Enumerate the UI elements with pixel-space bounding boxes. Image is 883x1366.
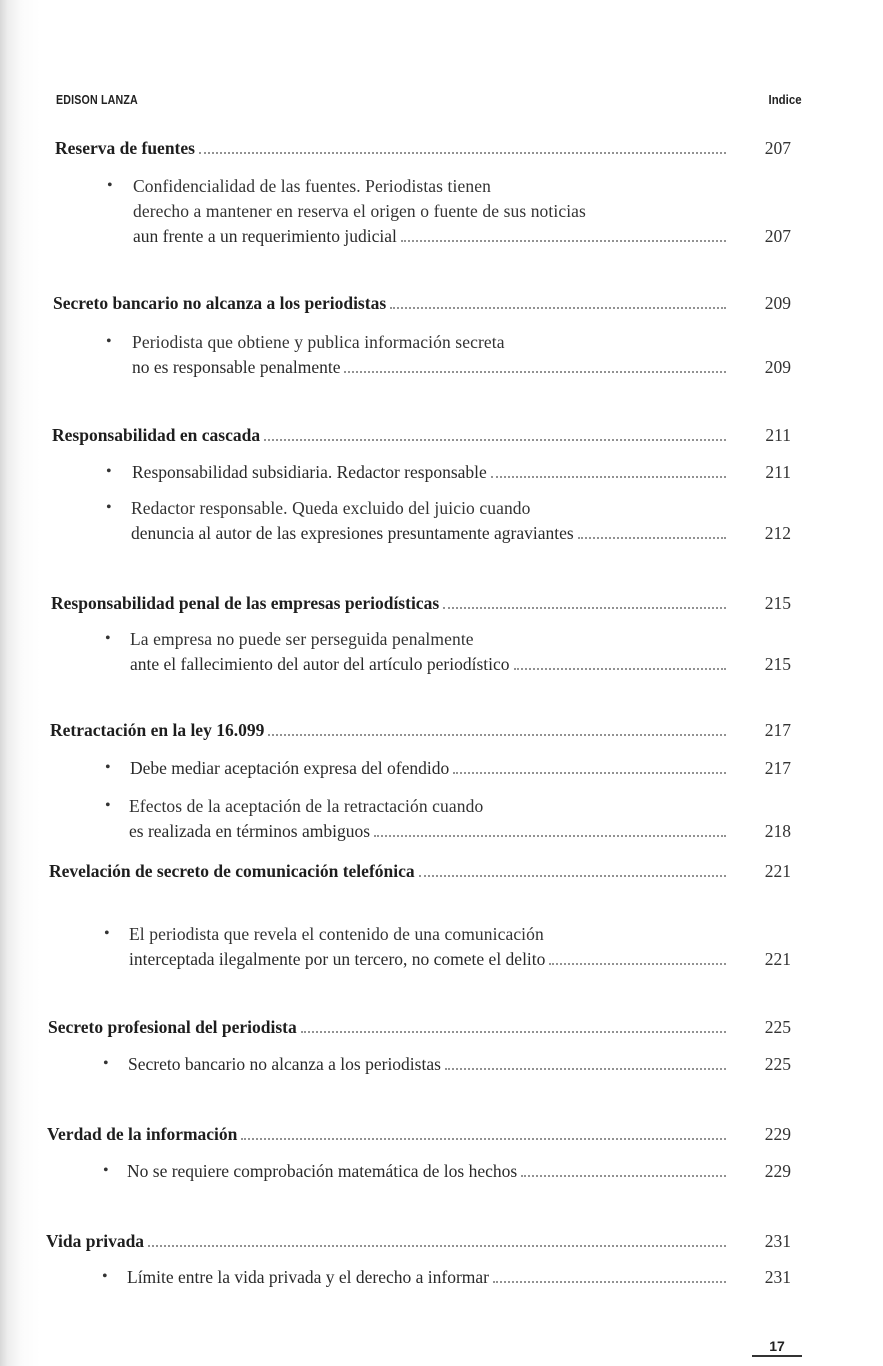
bullet-icon: • (105, 630, 111, 647)
subentry-text-line: Redactor responsable. Queda excluido del juicio cuando (131, 498, 531, 518)
subentry-text: Secreto bancario no alcanza a los periodistas (128, 1054, 441, 1074)
toc-subentry (104, 923, 802, 969)
toc-subentry (105, 795, 802, 841)
subentry-text: aun frente a un requerimiento judicial (133, 226, 397, 246)
subentry-text-line: Efectos de la aceptación de la retractación cuando (129, 796, 484, 816)
subentry-page-number: 217 (764, 758, 791, 778)
bullet-icon: • (105, 759, 111, 776)
bullet-icon: • (107, 177, 113, 194)
subentry-text-line: Confidencialidad de las fuentes. Periodistas tienen (133, 176, 491, 196)
toc-subentry (106, 497, 802, 543)
dot-leader (268, 733, 726, 736)
dot-leader (445, 1067, 726, 1070)
dot-leader (390, 306, 726, 309)
entry-page-number: 207 (764, 138, 791, 158)
bullet-icon: • (103, 1162, 109, 1179)
subentry-page-number: 207 (764, 226, 791, 246)
subentry-page-number: 211 (765, 462, 791, 482)
subentry-text-line: derecho a mantener en reserva el origen o fuente de sus noticias (133, 201, 586, 221)
subentry-text: Límite entre la vida privada y el derecho a informar (127, 1267, 489, 1287)
dot-leader (199, 151, 726, 154)
subentry-page-number: 221 (764, 949, 791, 969)
dot-leader (401, 239, 726, 242)
dot-leader (491, 475, 726, 478)
subentry-text: interceptada ilegalmente por un tercero, no comete el delito (129, 949, 546, 969)
entry-title: Secreto bancario no alcanza a los periodistas (53, 293, 387, 313)
entry-page-number: 209 (764, 293, 791, 313)
subentry-text: no es responsable penalmente (132, 357, 341, 377)
toc-subentry (107, 175, 802, 246)
subentry-page-number: 218 (764, 821, 791, 841)
subentry-text-line: La empresa no puede ser perseguida penalmente (130, 629, 474, 649)
toc-entry (51, 592, 802, 616)
bullet-icon: • (106, 463, 112, 480)
entry-page-number: 231 (764, 1231, 791, 1251)
bullet-icon: • (103, 1055, 109, 1072)
entry-title: Responsabilidad penal de las empresas periodísticas (51, 593, 440, 613)
subentry-text: Debe mediar aceptación expresa del ofendido (130, 758, 450, 778)
entry-title: Verdad de la información (47, 1124, 238, 1144)
dot-leader (264, 438, 726, 441)
dot-leader (453, 771, 726, 774)
dot-leader (344, 370, 726, 373)
subentry-text: denuncia al autor de las expresiones presuntamente agraviantes (131, 523, 574, 543)
toc-subentry (106, 331, 802, 377)
subentry-page-number: 215 (764, 654, 791, 674)
subentry-text-line: El periodista que revela el contenido de una comunicación (129, 924, 544, 944)
entry-title: Reserva de fuentes (55, 138, 195, 158)
subentry-text-line: Periodista que obtiene y publica información secreta (132, 332, 505, 352)
dot-leader (443, 606, 726, 609)
toc-subentry (105, 757, 802, 781)
toc-entry (46, 1230, 802, 1254)
bullet-icon: • (104, 925, 110, 942)
running-head (56, 92, 802, 112)
toc-subentry (102, 1266, 802, 1290)
bullet-icon: • (102, 1268, 108, 1285)
subentry-page-number: 225 (764, 1054, 791, 1074)
dot-leader (549, 962, 726, 965)
toc-subentry (105, 628, 802, 674)
subentry-page-number: 231 (764, 1267, 791, 1287)
toc-entry (52, 424, 802, 448)
toc-entry (49, 860, 802, 884)
bullet-icon: • (106, 333, 112, 350)
entry-page-number: 229 (764, 1124, 791, 1144)
running-head-author: EDISON LANZA (56, 92, 138, 107)
dot-leader (374, 834, 726, 837)
entry-title: Responsabilidad en cascada (52, 425, 261, 445)
subentry-page-number: 209 (764, 357, 791, 377)
subentry-text: es realizada en términos ambiguos (129, 821, 371, 841)
entry-page-number: 215 (764, 593, 791, 613)
subentry-page-number: 212 (764, 523, 791, 543)
subentry-text: Responsabilidad subsidiaria. Redactor responsable (132, 462, 487, 482)
dot-leader (301, 1030, 726, 1033)
toc-subentry (106, 461, 802, 485)
dot-leader (493, 1280, 726, 1283)
toc-entry (53, 292, 802, 316)
toc-entry (47, 1123, 802, 1147)
entry-page-number: 225 (764, 1017, 791, 1037)
entry-page-number: 211 (765, 425, 791, 445)
bullet-icon: • (105, 797, 111, 814)
dot-leader (521, 1174, 726, 1177)
toc-entry (55, 137, 802, 161)
dot-leader (148, 1244, 726, 1247)
bullet-icon: • (106, 499, 112, 516)
page-number: 17 (752, 1338, 802, 1357)
entry-title: Retractación en la ley 16.099 (50, 720, 265, 740)
entry-page-number: 217 (764, 720, 791, 740)
entry-title: Secreto profesional del periodista (48, 1017, 297, 1037)
running-head-section: Indice (768, 92, 802, 107)
subentry-text: ante el fallecimiento del autor del artículo periodístico (130, 654, 510, 674)
dot-leader (578, 536, 726, 539)
toc-subentry (103, 1160, 802, 1184)
toc-subentry (103, 1053, 802, 1077)
entry-title: Vida privada (46, 1231, 145, 1251)
dot-leader (241, 1137, 726, 1140)
dot-leader (419, 874, 726, 877)
dot-leader (514, 667, 726, 670)
entry-page-number: 221 (764, 861, 791, 881)
subentry-page-number: 229 (764, 1161, 791, 1181)
entry-title: Revelación de secreto de comunicación telefónica (49, 861, 415, 881)
toc-entry (50, 719, 802, 743)
toc-entry (48, 1016, 802, 1040)
subentry-text: No se requiere comprobación matemática de los hechos (127, 1161, 518, 1181)
